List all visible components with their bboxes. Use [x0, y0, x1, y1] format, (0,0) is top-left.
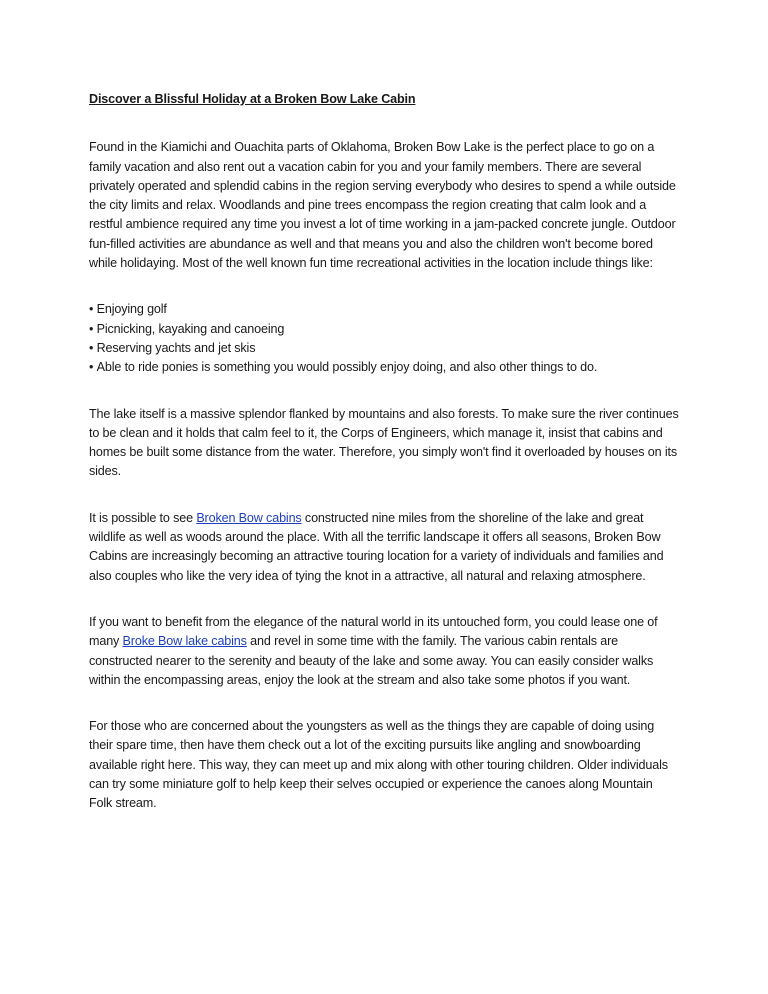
broken-bow-cabins-link[interactable]: Broken Bow cabins	[196, 510, 302, 525]
paragraph-text: and revel in some time with the family. The various cabin rentals are constructed nearer to the serenity and beauty of the lake and some away. You can easily consider walks within the encompassing areas, enjoy the look at the stream and also take some photos if you want.	[89, 634, 654, 687]
paragraph-youngsters: For those who are concerned about the youngsters as well as the things they are capable of doing using their spare time, then have them check out a lot of the exciting pursuits like angling and snowboarding available right here. This way, they can meet up and mix along with other touring children. Older individuals can try some miniature golf to help keep their selves occupied or experience the canoes along Mountain Folk stream.	[89, 719, 668, 811]
paragraph-text: constructed nine miles from the shoreline of the lake and great wildlife as well as woods around the place. With all the terrific landscape it offers all seasons, Broken Bow Cabins are increasingly becoming an attractive touring location for a variety of individuals and families and also couples who like the very idea of tying the knot in a attractive, all natural and relaxing atmosphere.	[89, 510, 664, 583]
paragraph-lease	[89, 613, 679, 690]
paragraph-intro: Found in the Kiamichi and Ouachita parts of Oklahoma, Broken Bow Lake is the perfect place to go on a family vacation and also rent out a vacation cabin for you and your family members. There are several privately operated and splendid cabins in the region serving everybody who desires to spend a while outside the city limits and relax. Woodlands and pine trees encompass the region creating that calm look and a restful ambience required any time you invest a lot of time working in a jam-packed concrete jungle. Outdoor fun-filled activities are abundance as well and that means you and also the children won't become bored while holidaying. Most of the well known fun time recreational activities in the location include things like:	[89, 140, 676, 271]
activities-list	[89, 300, 679, 377]
paragraph-text: It is possible to see	[89, 510, 197, 525]
paragraph-lake: The lake itself is a massive splendor flanked by mountains and also forests. To make sure the river continues to be clean and it holds that calm feel to it, the Corps of Engineers, which manage it, insist that cabins and homes be built some distance from the water. Therefore, you simply won't find it overloaded by houses on its sides.	[89, 406, 679, 479]
paragraph-text: If you want to benefit from the elegance of the natural world in its untouched form, you could lease one of many	[89, 614, 658, 649]
document-title: Discover a Blissful Holiday at a Broken Bow Lake Cabin	[89, 92, 416, 106]
broke-bow-lake-cabins-link[interactable]: Broke Bow lake cabins	[122, 634, 247, 649]
list-item: • Reserving yachts and jet skis	[89, 339, 679, 358]
paragraph-cabins	[89, 509, 679, 586]
list-item: • Able to ride ponies is something you would possibly enjoy doing, and also other things to do.	[89, 358, 679, 377]
document-page	[89, 90, 679, 841]
list-item: • Picnicking, kayaking and canoeing	[89, 320, 679, 339]
list-item: • Enjoying golf	[89, 300, 679, 319]
